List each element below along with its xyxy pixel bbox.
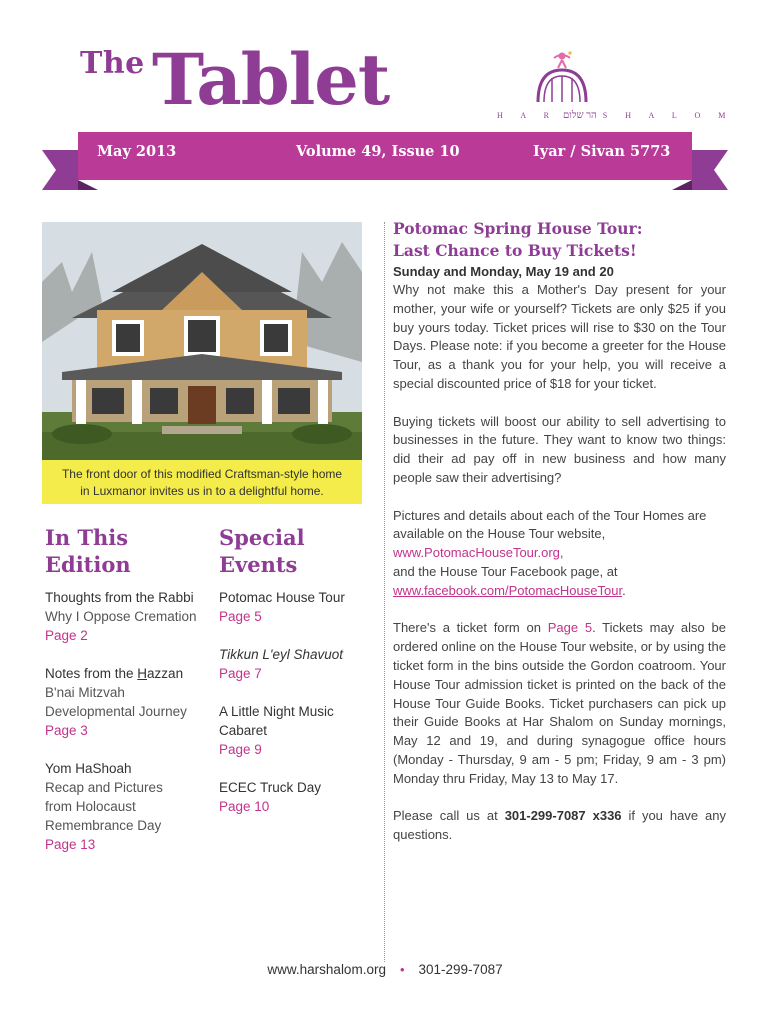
issue-hebrew-date: Iyar / Sivan 5773 [533,143,671,160]
page-link[interactable]: Page 2 [45,628,88,643]
in-this-edition-list [45,588,215,873]
article-subtitle: Sunday and Monday, May 19 and 20 [393,264,614,279]
page-5-link[interactable]: Page 5 [547,620,593,636]
page-link[interactable]: Page 7 [219,666,262,681]
har-shalom-logo-icon [530,48,594,106]
article-paragraph: Why not make this a Mother's Day present for your mother, your wife or yourself? Tickets are only $25 if you buy yours today. Ticket prices will rise to $30 on the Tour Days. Please note: if you become a greeter for the House Tour, as a thank you for your help, you will receive a special discounted price of $18 for your ticket. [393,282,726,391]
in-this-edition-heading: In This Edition [45,525,131,577]
footer-bullet: • [399,962,405,977]
event-entry-house-tour[interactable]: Potomac House Tour Page 5 [219,588,379,626]
page-link[interactable]: Page 9 [219,742,262,757]
page-link[interactable]: Page 13 [45,837,96,852]
special-events-list [219,588,379,835]
contact-phone: 301-299-7087 x336 [504,808,622,824]
event-entry-tikkun[interactable]: Tikkun L'eyl Shavuot Page 7 [219,645,379,683]
article-paragraph: Buying tickets will boost our ability to sell advertising to businesses in the future. They want to know two things: did their ad pay off in new business and how many people saw their advertising? [393,413,726,485]
date-ribbon [0,128,770,198]
logo-wordmark-right: S H A L O M [602,111,734,120]
house-tour-website-link[interactable]: www.PotomacHouseTour.org [393,545,560,561]
house-photo [42,222,362,460]
footer-phone: 301-299-7087 [418,962,503,977]
event-entry-cabaret[interactable]: A Little Night Music Cabaret Page 9 [219,702,379,759]
toc-entry-yom-hashoah[interactable]: Yom HaShoah Recap and Pictures from Holocaust Remembrance Day Page 13 [45,759,215,854]
photo-caption-line1: The front door of this modified Craftsman-style home [61,467,343,481]
footer [0,962,770,977]
article-paragraph: There's a ticket form on Page 5. Tickets may also be ordered online on the House Tour website, or by using the ticket form in the bins outside the Gordon coatroom. Your House Tour admission ticket is printed on the back of the House Tour Guide Books. Ticket purchasers can pick up their Guide Books at Har Shalom on Sunday mornings, May 12 and 19, and during synagogue office hours (Monday - Thursday, 9 am - 5 pm; Friday, 9 am - 3 pm) Monday thru Friday, May 13 to May 17. [393,620,726,786]
column-divider [384,222,385,962]
logo-wordmark-hebrew: הר שלום [563,110,597,121]
toc-entry-hazzan[interactable]: Notes from the Hazzan B'nai Mitzvah Developmental Journey Page 3 [45,664,215,740]
masthead-title: Tablet [152,38,390,121]
issue-date: May 2013 [97,143,177,160]
article-title: Potomac Spring House Tour: Last Chance to Buy Tickets! [393,219,643,260]
article-paragraph: Please call us at 301-299-7087 x336 if you have any questions. [393,808,726,843]
footer-website-link[interactable]: www.harshalom.org [267,962,386,977]
page-link[interactable]: Page 5 [219,609,262,624]
event-entry-truck-day[interactable]: ECEC Truck Day Page 10 [219,778,379,816]
masthead-the: The [80,46,145,81]
logo-wordmark [497,110,734,121]
page-link[interactable]: Page 3 [45,723,88,738]
photo-caption-line2: in Luxmanor invites us in to a delightful home. [80,484,324,498]
issue-volume: Volume 49, Issue 10 [296,143,460,160]
facebook-page-link[interactable]: www.facebook.com/PotomacHouseTour [393,582,623,598]
house-tour-article [393,218,726,864]
page-link[interactable]: Page 10 [219,799,270,814]
special-events-heading: Special Events [219,525,305,577]
article-paragraph: Pictures and details about each of the Tour Homes are available on the House Tour website, www.PotomacHouseTour.org, and the House Tour Facebook page, at www.facebook.com/PotomacHouseTour. [393,507,707,598]
toc-entry-rabbi[interactable]: Thoughts from the Rabbi Why I Oppose Cremation Page 2 [45,588,215,645]
photo-caption [42,466,362,500]
logo-wordmark-left: H A R [497,111,558,120]
